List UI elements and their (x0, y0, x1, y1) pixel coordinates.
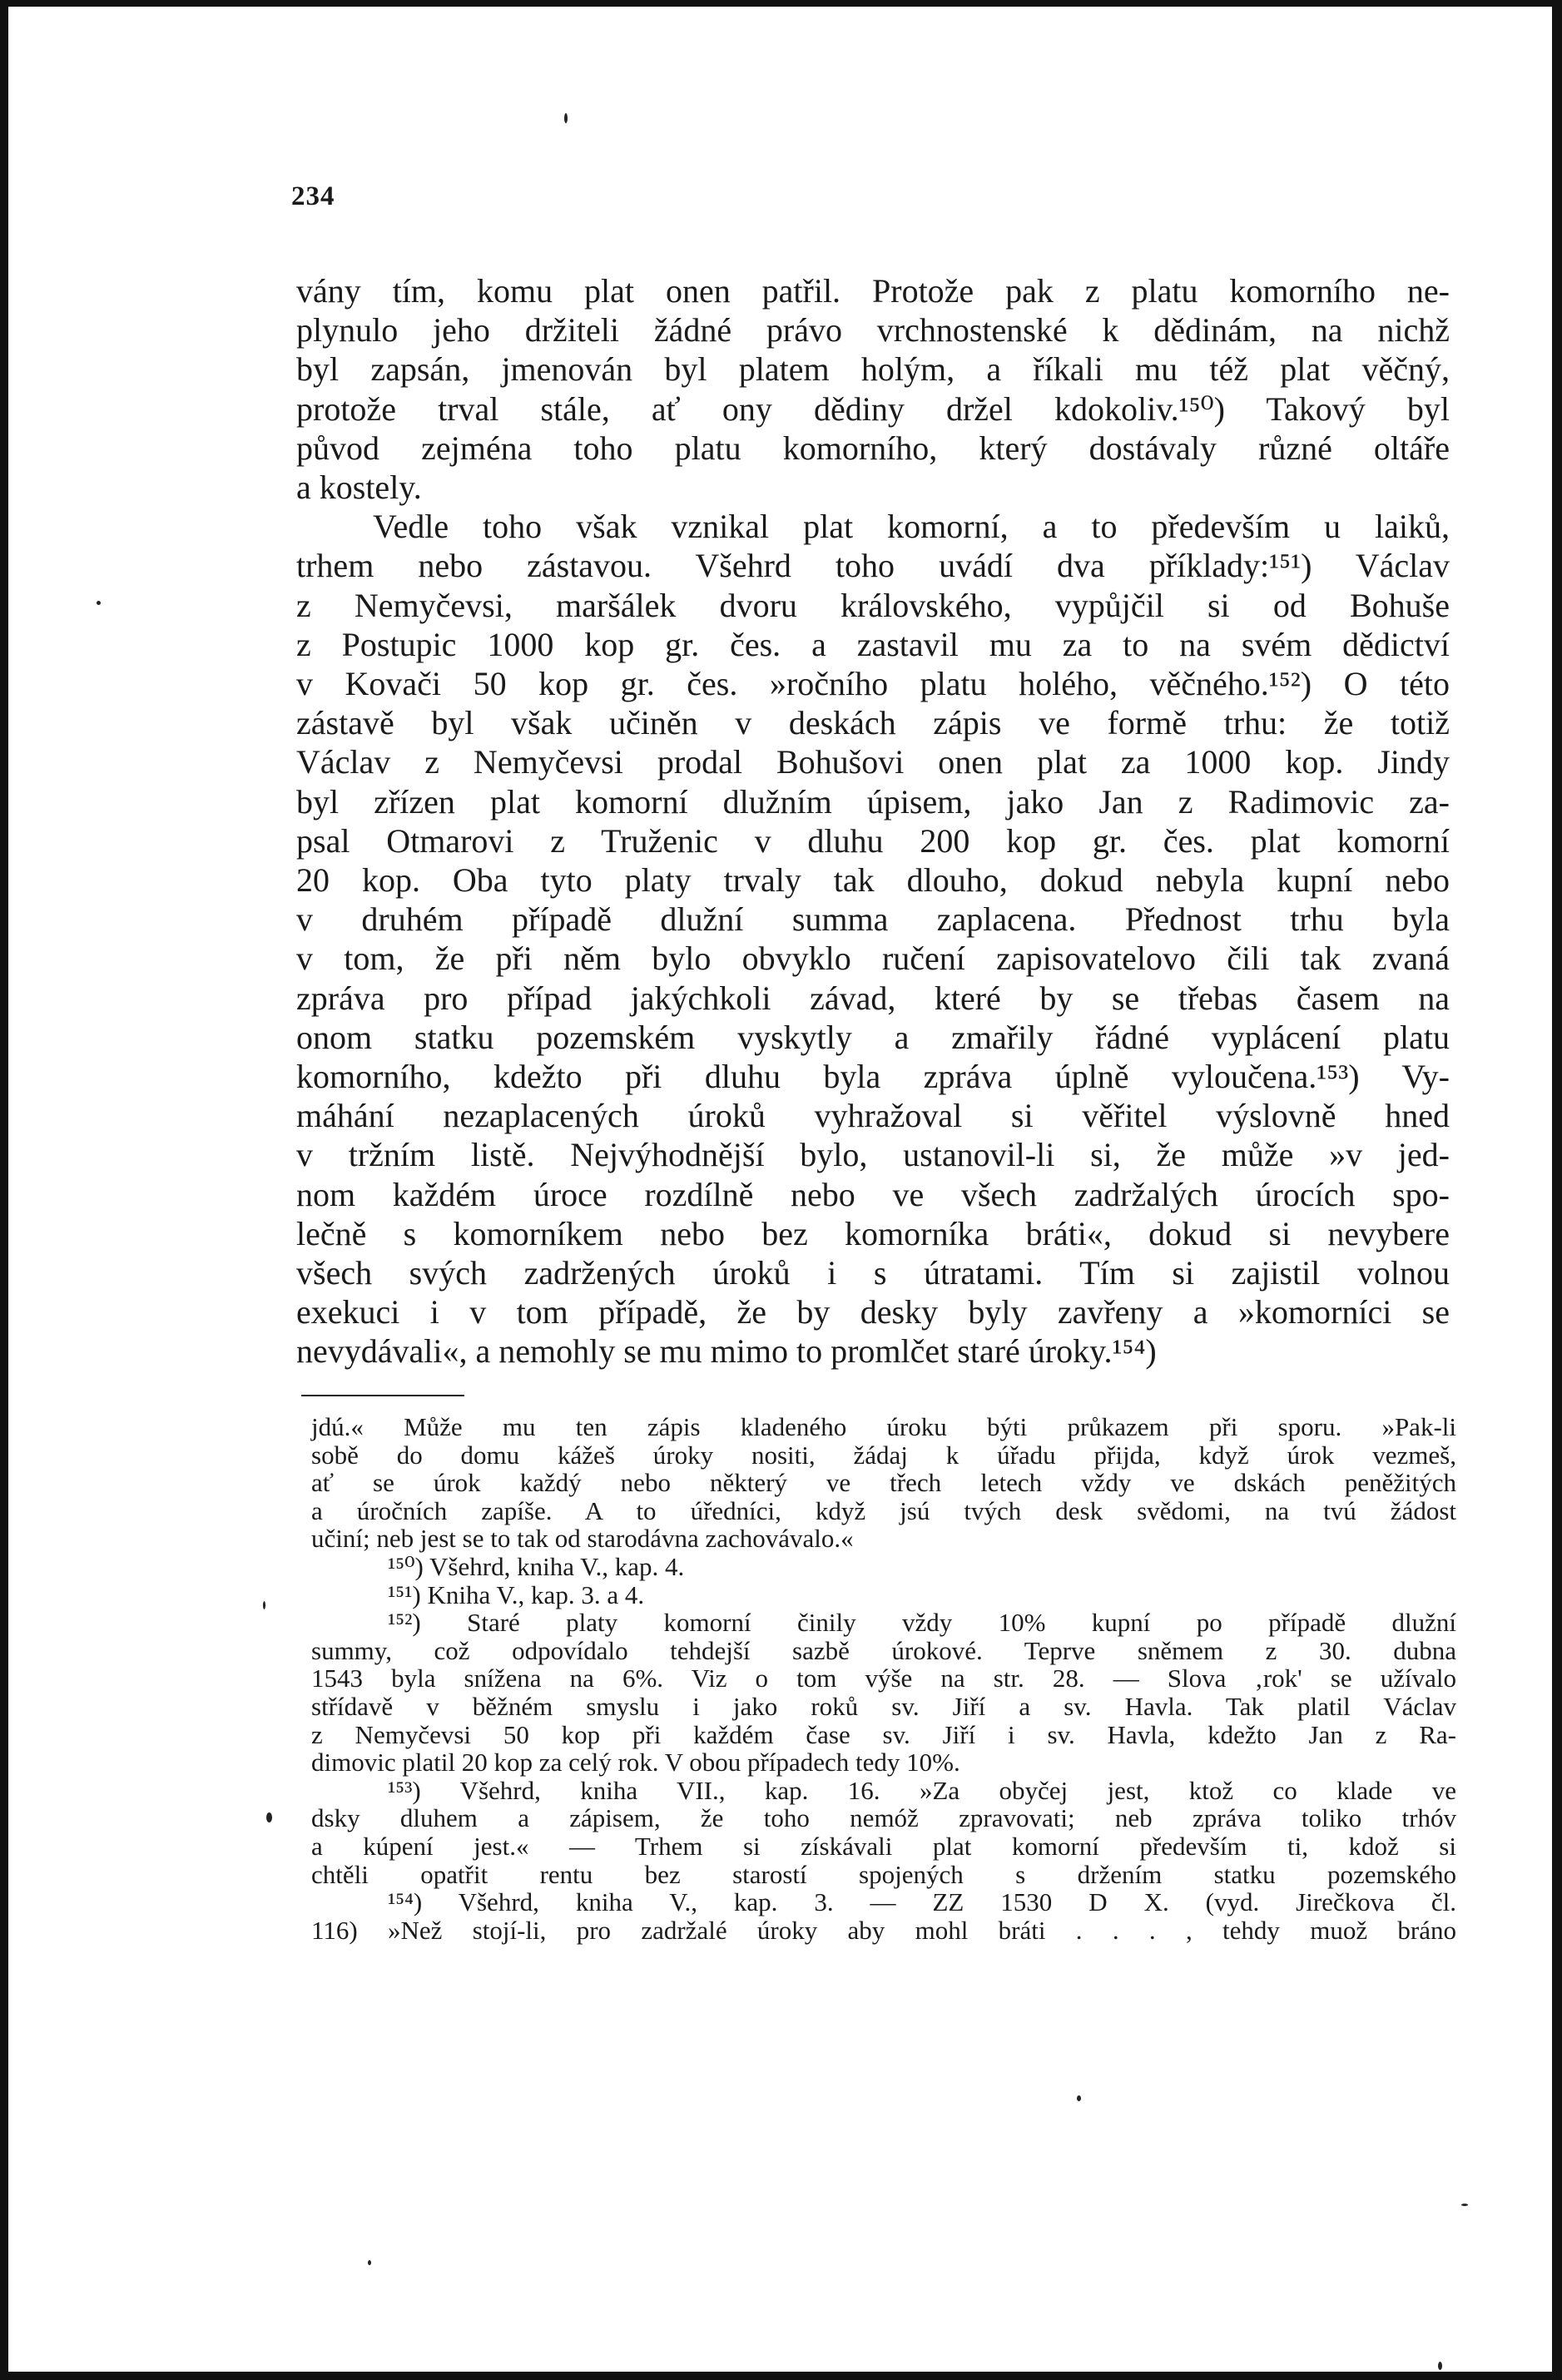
text-line: Vedle toho však vznikal plat komorní, a to především u laiků, (373, 508, 1450, 546)
text-line: nevydávali«, a nemohly se mu mimo to promlčet staré úroky.¹⁵⁴) (296, 1332, 1157, 1371)
footnote-divider (301, 1395, 464, 1396)
footnote-line: jdú.« Může mu ten zápis kladeného úroku býti průkazem při sporu. »Pak-li (311, 1412, 1456, 1441)
text-line: máhání nezaplacených úroků vyhražoval si věřitel výslovně hned (296, 1097, 1450, 1135)
scan-speck (368, 2260, 371, 2265)
footnote-line: chtěli opatřit rentu bez starostí spojených s držením statku pozemského (311, 1859, 1456, 1889)
text-line: a kostely. (296, 469, 422, 507)
footnote-153: ¹⁵³) Všehrd, kniha VII., kap. 16. »Za obyčej jest, ktož co klade ve (388, 1775, 1456, 1805)
footnote-151: ¹⁵¹) Kniha V., kap. 3. a 4. (388, 1579, 645, 1609)
text-line: vány tím, komu plat onen patřil. Protože pak z platu komorního ne- (296, 272, 1450, 310)
footnote-line: dimovic platil 20 kop za celý rok. V obou případech tedy 10%. (311, 1748, 960, 1778)
text-line: v Kovači 50 kop gr. čes. »ročního platu holého, věčného.¹⁵²) O této (296, 665, 1450, 703)
text-line: protože trval stále, ať ony dědiny držel kdokoliv.¹⁵⁰) Takový byl (296, 389, 1450, 428)
scan-speck (97, 601, 101, 605)
scan-speck (263, 1601, 265, 1609)
text-line: 20 kop. Oba tyto platy trvaly tak dlouho, dokud nebyla kupní nebo (296, 861, 1450, 900)
text-line: komorního, kdežto při dluhu byla zpráva úplně vyloučena.¹⁵³) Vy- (296, 1058, 1450, 1096)
text-line: trhem nebo zástavou. Všehrd toho uvádí dva příklady:¹⁵¹) Václav (296, 547, 1450, 585)
page-number: 234 (291, 181, 335, 211)
text-line: zpráva pro případ jakýchkoli závad, které by se třebas časem na (296, 979, 1450, 1017)
body-text (296, 271, 1450, 1371)
footnote-line: střídavě v běžném smyslu i jako roků sv. Jiří a sv. Havla. Tak platil Václav (311, 1691, 1456, 1721)
text-line: v tom, že při něm bylo obvyklo ručení zapisovatelovo čili tak zvaná (296, 940, 1450, 978)
text-line: exekuci i v tom případě, že by desky byly zavřeny a »komorníci se (296, 1293, 1450, 1331)
text-line: psal Otmarovi z Truženic v dluhu 200 kop gr. čes. plat komorní (296, 821, 1450, 860)
footnote-line: summy, což odpovídalo tehdejší sazbě úrokové. Teprve sněmem z 30. dubna (311, 1635, 1456, 1665)
footnote-line: ať se úrok každý nebo některý ve třech letech vždy ve dskách peněžitých (311, 1468, 1456, 1498)
scan-speck (266, 1812, 272, 1822)
text-line: v tržním listě. Nejvýhodnější bylo, ustanovil-li si, že může »v jed- (296, 1136, 1450, 1174)
text-line: z Postupic 1000 kop gr. čes. a zastavil mu za to na svém dědictví (296, 625, 1450, 663)
footnote-line: dsky dluhem a zápisem, že toho nemóž zpravovati; neb zpráva toliko trhóv (311, 1803, 1456, 1833)
text-line: původ zejména toho platu komorního, který dostávaly různé oltáře (296, 429, 1450, 467)
text-line: byl zřízen plat komorní dlužním úpisem, jako Jan z Radimovic za- (296, 782, 1450, 821)
footnote-line: 1543 byla snížena na 6%. Viz o tom výše na str. 28. — Slova ‚rok' se užívalo (311, 1664, 1456, 1693)
text-line: lečně s komorníkem nebo bez komorníka bráti«, dokud si nevybere (296, 1214, 1450, 1252)
text-line: nom každém úroce rozdílně nebo ve všech zadržalých úrocích spo- (296, 1175, 1450, 1213)
footnote-line: sobě do domu kážeš úroky nositi, žádaj k úřadu přijda, když úrok vezmeš, (311, 1440, 1456, 1470)
text-line: byl zapsán, jmenován byl platem holým, a říkali mu též plat věčný, (296, 350, 1450, 389)
footnote-150: ¹⁵⁰) Všehrd, kniha V., kap. 4. (388, 1551, 685, 1581)
text-line: z Nemyčevsi, maršálek dvoru královského, vypůjčil si od Bohuše (296, 586, 1450, 624)
footnote-154: ¹⁵⁴) Všehrd, kniha V., kap. 3. — ZZ 1530 D X. (vyd. Jirečkova čl. (388, 1887, 1456, 1917)
book-page (8, 7, 1552, 2372)
scan-speck (1077, 2095, 1081, 2101)
scan-speck (564, 113, 568, 123)
footnote-line: z Nemyčevsi 50 kop při každém čase sv. Jiří i sv. Havla, kdežto Jan z Ra- (311, 1719, 1456, 1749)
footnote-line: a úročních zapíše. A to úředníci, když jsú tvých desk svědomi, na tvú žádost (311, 1495, 1456, 1525)
text-line: Václav z Nemyčevsi prodal Bohušovi onen plat za 1000 kop. Jindy (296, 743, 1450, 781)
text-line: všech svých zadržených úroků i s útratami. Tím si zajistil volnou (296, 1254, 1450, 1292)
footnote-line: 116) »Než stojí-li, pro zadržalé úroky aby mohl bráti . . . , tehdy muož bráno (311, 1915, 1456, 1945)
footnote-line: učiní; neb jest se to tak od starodávna zachovávalo.« (311, 1524, 854, 1554)
text-line: plynulo jeho držiteli žádné právo vrchnostenské k dědinám, na nichž (296, 311, 1450, 350)
scan-speck (1438, 2362, 1442, 2370)
footnote-line: a kúpení jest.« — Trhem si získávali plat komorní především ti, kdož si (311, 1831, 1456, 1861)
footnotes (311, 1413, 1456, 1944)
text-line: v druhém případě dlužní summa zaplacena. Přednost trhu byla (296, 900, 1450, 939)
footnote-152: ¹⁵²) Staré platy komorní činily vždy 10% kupní po případě dlužní (388, 1608, 1456, 1638)
scan-speck (1461, 2204, 1468, 2206)
text-line: zástavě byl však učiněn v deskách zápis ve formě trhu: že totiž (296, 704, 1450, 742)
text-line: onom statku pozemském vyskytly a zmařily řádné vyplácení platu (296, 1018, 1450, 1056)
